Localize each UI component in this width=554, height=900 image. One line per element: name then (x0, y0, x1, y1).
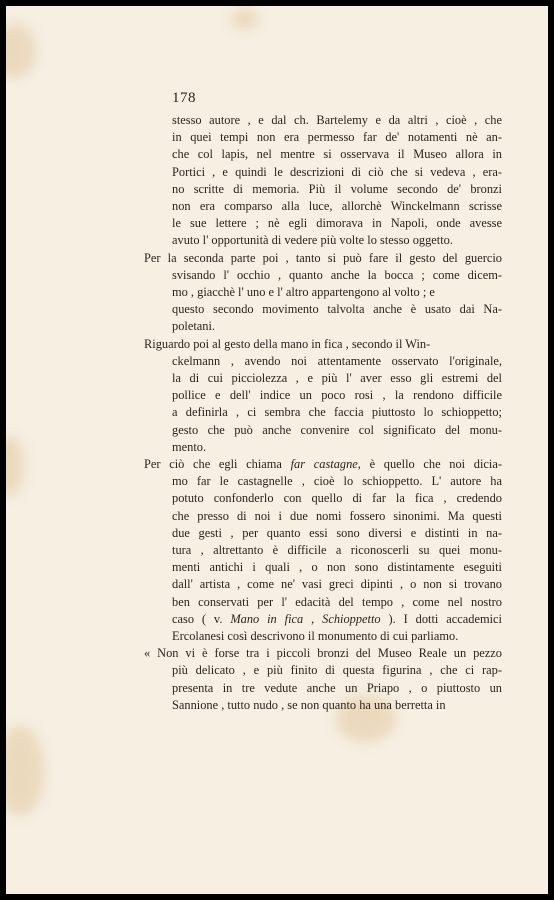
text-segment: dall' artista , come ne' vasi greci dipinti , o non si trovano (172, 577, 502, 592)
text-line (172, 560, 502, 574)
text-line (172, 216, 502, 230)
text-line (172, 182, 502, 196)
text-line (172, 354, 502, 368)
text-segment: mento. (172, 439, 207, 454)
text-line (172, 509, 502, 523)
text-segment: svisando l' occhio , quanto anche la bocca ; come dicem- (172, 267, 502, 282)
text-line (172, 595, 502, 609)
paper-stain (6, 436, 24, 496)
text-segment: gesto che può anche convenire col significato del monu- (172, 422, 502, 437)
text-line (172, 319, 215, 333)
text-line (172, 285, 435, 299)
text-line (172, 663, 502, 677)
text-line (172, 491, 502, 505)
text-segment: stesso autore , e dal ch. Bartelemy e da altri , cioè , che (172, 113, 502, 127)
italic-text: far castagne (290, 457, 358, 471)
text-segment: , è quello che noi dicia- (357, 457, 502, 471)
text-segment: Per ciò che egli chiama (144, 457, 291, 471)
text-line (172, 130, 502, 144)
text-line (172, 629, 458, 643)
text-segment: , (303, 611, 323, 626)
text-line (172, 371, 502, 385)
text-line (172, 388, 502, 402)
paper-stain (6, 24, 36, 78)
book-page (6, 6, 548, 894)
text-segment: Ercolanesi così descrivono il monumento di cui parliamo. (172, 629, 459, 643)
text-line (172, 268, 502, 282)
text-segment: ckelmann , avendo noi attentamente osservato l'originale, (172, 353, 502, 368)
text-segment: menti antichi i quali , o non sono distintamente eseguiti (172, 560, 502, 575)
text-line (144, 646, 502, 660)
text-line (172, 233, 453, 247)
text-segment: che presso di noi i due nomi fossero sinonimi. Ma questi (172, 508, 502, 523)
text-segment: a definirla , ci sembra che faccia piuttosto lo schioppetto; (172, 405, 502, 420)
text-segment: ). I dotti accademici (380, 611, 502, 626)
text-segment: no scritte di memoria. Più il volume secondo de' bronzi (172, 181, 502, 196)
text-segment: caso ( v. (172, 611, 231, 626)
text-segment: le sue lettere ; nè egli dimorava in Napoli, onde avesse (172, 216, 502, 231)
text-line (172, 526, 502, 540)
text-segment: in quei tempi non era permesso far de' notamenti nè an- (172, 130, 502, 145)
text-segment: due gesti , per quanto essi sono diversi e distinti in na- (172, 525, 502, 540)
text-segment: ben conservati per l' edacità del tempo , come nel nostro (172, 594, 502, 609)
text-line (172, 199, 502, 213)
text-segment: Riguardo poi al gesto della mano in fica , secondo il Win- (144, 336, 431, 351)
paper-stain (6, 726, 44, 816)
text-line (172, 612, 502, 626)
text-segment: Per la seconda parte poi , tanto si può fare il gesto del guercio (144, 250, 502, 265)
text-segment: la di cui picciolezza , e più l' aver esso gli estremi del (172, 371, 502, 385)
text-segment: che col lapis, nel mentre si osservava il Museo allora in (172, 147, 502, 162)
text-segment: presenta in tre vedute anche un Priapo , o piuttosto un (172, 680, 502, 695)
text-segment: Sannione , tutto nudo , se non quanto ha una berretta in (172, 697, 446, 712)
text-line (144, 337, 430, 351)
italic-text: Schioppetto (322, 611, 381, 626)
text-line (172, 698, 446, 712)
italic-text: Mano in fica (230, 611, 304, 626)
text-segment: questo secondo movimento talvolta anche è usato dai Na- (172, 302, 502, 317)
paper-stain (232, 8, 258, 30)
text-segment: « Non vi è forse tra i piccoli bronzi del Museo Reale un pezzo (144, 646, 502, 661)
text-line (172, 147, 502, 161)
text-line (172, 405, 502, 419)
text-segment: mo far le castagnelle , cioè lo schioppetto. L' autore ha (172, 474, 502, 489)
text-line (144, 251, 502, 265)
text-line (172, 440, 206, 454)
text-line (172, 474, 502, 488)
text-line (172, 577, 502, 591)
text-segment: tura , altrettanto è difficile a riconoscerli su quei monu- (172, 543, 502, 557)
text-segment: più delicato , e più finito di questa figurina , che ci rap- (172, 663, 502, 678)
text-segment: Portici , e quindi le descrizioni di ciò che si vedeva , era- (172, 164, 502, 179)
text-segment: potuto confonderlo con quello di far la fica , credendo (172, 491, 502, 506)
text-line (172, 423, 502, 437)
text-line (172, 302, 502, 316)
text-segment: pollice e dell' indice un poco rosi , la rendono difficile (172, 388, 502, 403)
text-line (172, 165, 502, 179)
text-segment: poletani. (172, 319, 216, 334)
text-line (172, 543, 502, 557)
text-segment: avuto l' opportunità di vedere più volte lo stesso oggetto. (172, 233, 453, 248)
text-line (172, 681, 502, 695)
text-line (144, 457, 502, 471)
text-line (172, 113, 502, 127)
text-segment: non era comparso alla luce, allorchè Winckelmann scrisse (172, 199, 502, 213)
text-segment: mo , giacchè l' uno e l' altro appartengono al volto ; e (172, 285, 435, 299)
page-number: 178 (172, 90, 196, 106)
